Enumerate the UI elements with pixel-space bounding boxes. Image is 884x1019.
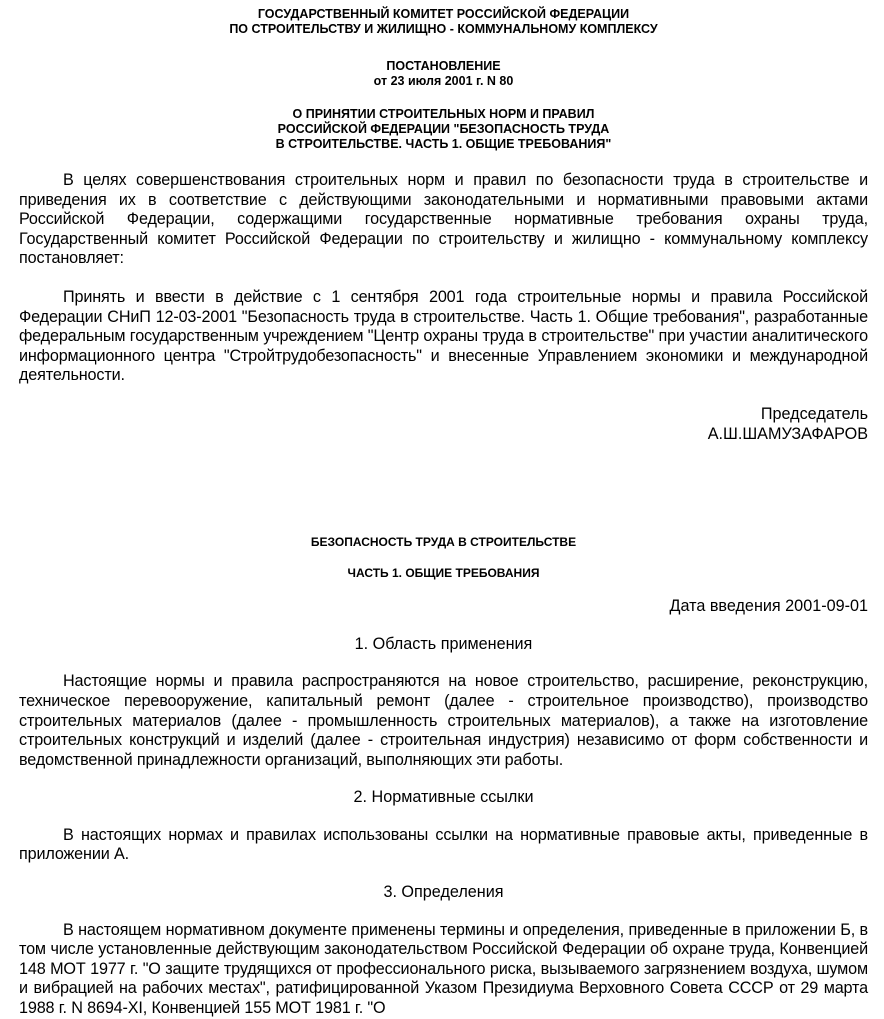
effective-date: Дата введения 2001-09-01: [669, 597, 868, 616]
preamble-paragraph: В целях совершенствования строительных норм и правил по безопасности труда в строительстве и приведения их в соответствие с действующими законодательными и нормативными правовыми актами Российской Федерации, содержащими государственные нормативные требования охраны труда, Государственный комитет Российской Федерации по строительству и жилищно - коммунальному комплексу постановляет:: [19, 171, 868, 268]
document-title-line2: РОССИЙСКОЙ ФЕДЕРАЦИИ "БЕЗОПАСНОСТЬ ТРУДА: [277, 122, 610, 136]
standard-title: БЕЗОПАСНОСТЬ ТРУДА В СТРОИТЕЛЬСТВЕ: [310, 535, 577, 550]
section-heading-references: 2. Нормативные ссылки: [353, 788, 534, 807]
section-text-references: В настоящих нормах и правилах использованы ссылки на нормативные правовые акты, приведенные в приложении А.: [19, 825, 868, 864]
resolution-paragraph: Принять и ввести в действие с 1 сентября 2001 года строительные нормы и правила Российской Федерации СНиП 12-03-2001 "Безопасность труда в строительстве. Часть 1. Общие требования", разработанные федеральным государственным учреждением "Центр охраны труда в строительстве" при участии аналитического информационного центра "Стройтрудобезопасность" и внесенные Управлением экономики и международной деятельности.: [19, 287, 868, 385]
standard-part: ЧАСТЬ 1. ОБЩИЕ ТРЕБОВАНИЯ: [347, 566, 540, 581]
signature-block: [19, 405, 868, 444]
section-text-definitions: В настоящем нормативном документе применены термины и определения, приведенные в приложении Б, в том числе установленные действующим законодательством Российской Федерации об охране труда, Конвенцией 148 МОТ 1977 г. "О защите трудящихся от профессионального риска, вызываемого загрязнением воздуха, шумом и вибрацией на рабочих местах", ратифицированной Указом Президиума Верховного Совета СССР от 29 марта 1988 г. N 8694-XI, Конвенцией 155 МОТ 1981 г. "О: [19, 920, 868, 1018]
document-title-line3: В СТРОИТЕЛЬСТВЕ. ЧАСТЬ 1. ОБЩИЕ ТРЕБОВАНИЯ": [275, 137, 612, 151]
signatory-position: Председатель: [760, 404, 868, 423]
section-heading-definitions: 3. Определения: [383, 883, 504, 902]
document-date: от 23 июля 2001 г. N 80: [373, 74, 514, 88]
committee-name-line2: ПО СТРОИТЕЛЬСТВУ И ЖИЛИЩНО - КОММУНАЛЬНОМУ КОМПЛЕКСУ: [229, 22, 658, 36]
document-title-line1: О ПРИНЯТИИ СТРОИТЕЛЬНЫХ НОРМ И ПРАВИЛ: [292, 107, 595, 121]
section-text-scope: Настоящие нормы и правила распространяются на новое строительство, расширение, реконструкцию, техническое перевооружение, капитальный ремонт (далее - строительное производство), производство строительных материалов (далее - промышленность строительных материалов), а также на изготовление строительных конструкций и изделий (далее - строительная индустрия) независимо от форм собственности и ведомственной принадлежности организаций, выполняющих эти работы.: [19, 672, 868, 769]
committee-name-line1: ГОСУДАРСТВЕННЫЙ КОМИТЕТ РОССИЙСКОЙ ФЕДЕРАЦИИ: [257, 7, 630, 21]
document-type: ПОСТАНОВЛЕНИЕ: [386, 59, 501, 73]
section-heading-scope: 1. Область применения: [354, 634, 533, 653]
signatory-name: А.Ш.ШАМУЗАФАРОВ: [707, 424, 868, 443]
